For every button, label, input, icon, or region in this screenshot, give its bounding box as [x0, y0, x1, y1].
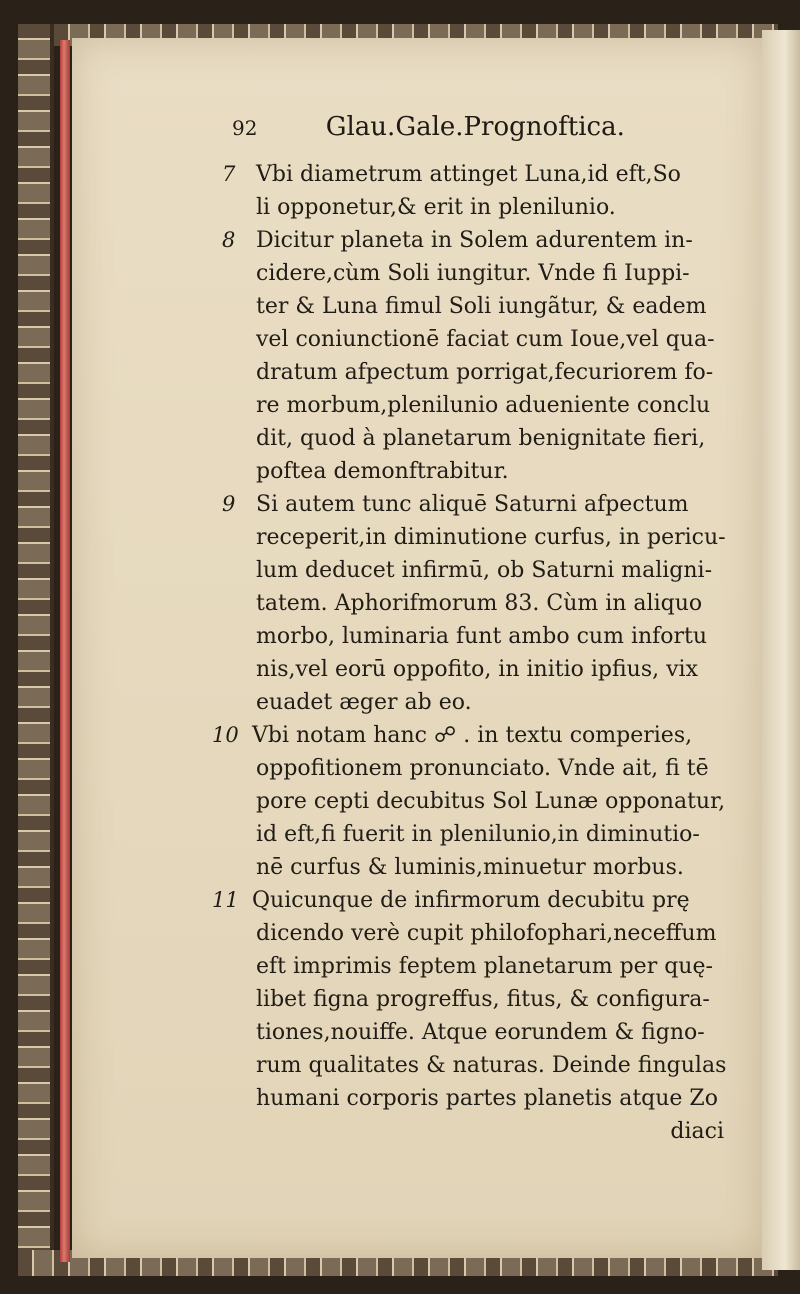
page-number: 92	[232, 116, 258, 140]
line-text: id eft,fi fuerit in plenilunio,in diminutio-	[256, 822, 700, 847]
line-text: dicendo verè cupit philofophari,neceffum	[256, 921, 717, 946]
line-text: morbo, luminaria funt ambo cum infortu	[256, 624, 708, 649]
line-text: libet figna progreffus, fitus, & configura-	[256, 987, 710, 1012]
text-line	[222, 1016, 742, 1049]
decorative-border-left	[18, 24, 54, 1276]
catchword: diaci	[670, 1119, 724, 1144]
text-line	[222, 818, 742, 851]
line-text: euadet æger ab eo.	[256, 690, 472, 715]
line-text: Dicitur planeta in Solem adurentem in-	[256, 228, 693, 253]
text-line	[222, 554, 742, 587]
text-line	[222, 686, 742, 719]
line-text: lum deducet infirmū, ob Saturni maligni-	[256, 558, 713, 583]
line-text: ter & Luna fimul Soli iungãtur, & eadem	[256, 294, 707, 319]
line-text: cidere,cùm Soli iungitur. Vnde fi Iuppi-	[256, 261, 690, 286]
facing-page-edge	[762, 30, 800, 1270]
line-text: tatem. Aphorifmorum 83. Cùm in aliquo	[256, 591, 703, 616]
line-text: dratum afpectum porrigat,fecuriorem fo-	[256, 360, 714, 385]
text-line	[222, 983, 742, 1016]
text-line	[222, 290, 742, 323]
line-text: Vbi notam hanc ☍ . in textu comperies,	[252, 723, 693, 748]
text-line	[222, 785, 742, 818]
text-line	[212, 719, 742, 752]
line-text: rum qualitates & naturas. Deinde fingulas	[256, 1053, 727, 1078]
paragraph-number: 11	[212, 888, 239, 912]
text-line	[222, 1049, 742, 1082]
text-line	[222, 356, 742, 389]
text-line	[212, 884, 742, 917]
text-line	[222, 389, 742, 422]
text-line	[222, 950, 742, 983]
text-line	[222, 1082, 742, 1115]
red-margin-rule	[60, 40, 70, 1262]
text-line	[222, 455, 742, 488]
text-line	[222, 488, 742, 521]
line-text: poftea demonftrabitur.	[256, 459, 509, 484]
text-line	[222, 422, 742, 455]
running-header	[232, 112, 712, 148]
paragraph-number: 8	[222, 228, 236, 252]
line-text: eft imprimis feptem planetarum per quę-	[256, 954, 713, 979]
text-line	[222, 158, 742, 191]
text-line	[222, 917, 742, 950]
running-title: Glau.Gale.Prognoftica.	[325, 112, 625, 142]
line-text: humani corporis partes planetis atque Zo	[256, 1086, 718, 1111]
text-line	[222, 653, 742, 686]
line-text: oppofitionem pronunciato. Vnde ait, fi tē	[256, 756, 709, 781]
text-line	[222, 257, 742, 290]
line-text: tiones,nouiffe. Atque eorundem & figno-	[256, 1020, 705, 1045]
line-text: Vbi diametrum attinget Luna,id eft,So	[256, 162, 681, 187]
line-text: nis,vel eorū oppofito, in initio ipfius, vix	[256, 657, 698, 682]
line-text: pore cepti decubitus Sol Lunæ opponatur,	[256, 789, 726, 814]
line-text: Si autem tunc aliquē Saturni afpectum	[256, 492, 689, 517]
text-line	[222, 752, 742, 785]
text-line	[222, 191, 742, 224]
paragraph-number: 9	[222, 492, 236, 516]
text-line	[222, 521, 742, 554]
line-text: receperit,in diminutione curfus, in pericu-	[256, 525, 726, 550]
line-text: re morbum,plenilunio adueniente conclu	[256, 393, 711, 418]
text-line	[222, 224, 742, 257]
text-line	[222, 587, 742, 620]
text-line	[222, 620, 742, 653]
line-text: nē curfus & luminis,minuetur morbus.	[256, 855, 684, 880]
body-text	[212, 158, 742, 1148]
line-text: Quicunque de infirmorum decubitu prę	[252, 888, 690, 913]
line-text: vel coniunctionē faciat cum Ioue,vel qua-	[256, 327, 715, 352]
paragraph-number: 10	[212, 723, 239, 747]
text-line	[222, 851, 742, 884]
paragraph-number: 7	[222, 162, 236, 186]
line-text: dit, quod à planetarum benignitate fieri,	[256, 426, 706, 451]
line-text: li opponetur,& erit in plenilunio.	[256, 195, 616, 220]
text-line	[222, 323, 742, 356]
